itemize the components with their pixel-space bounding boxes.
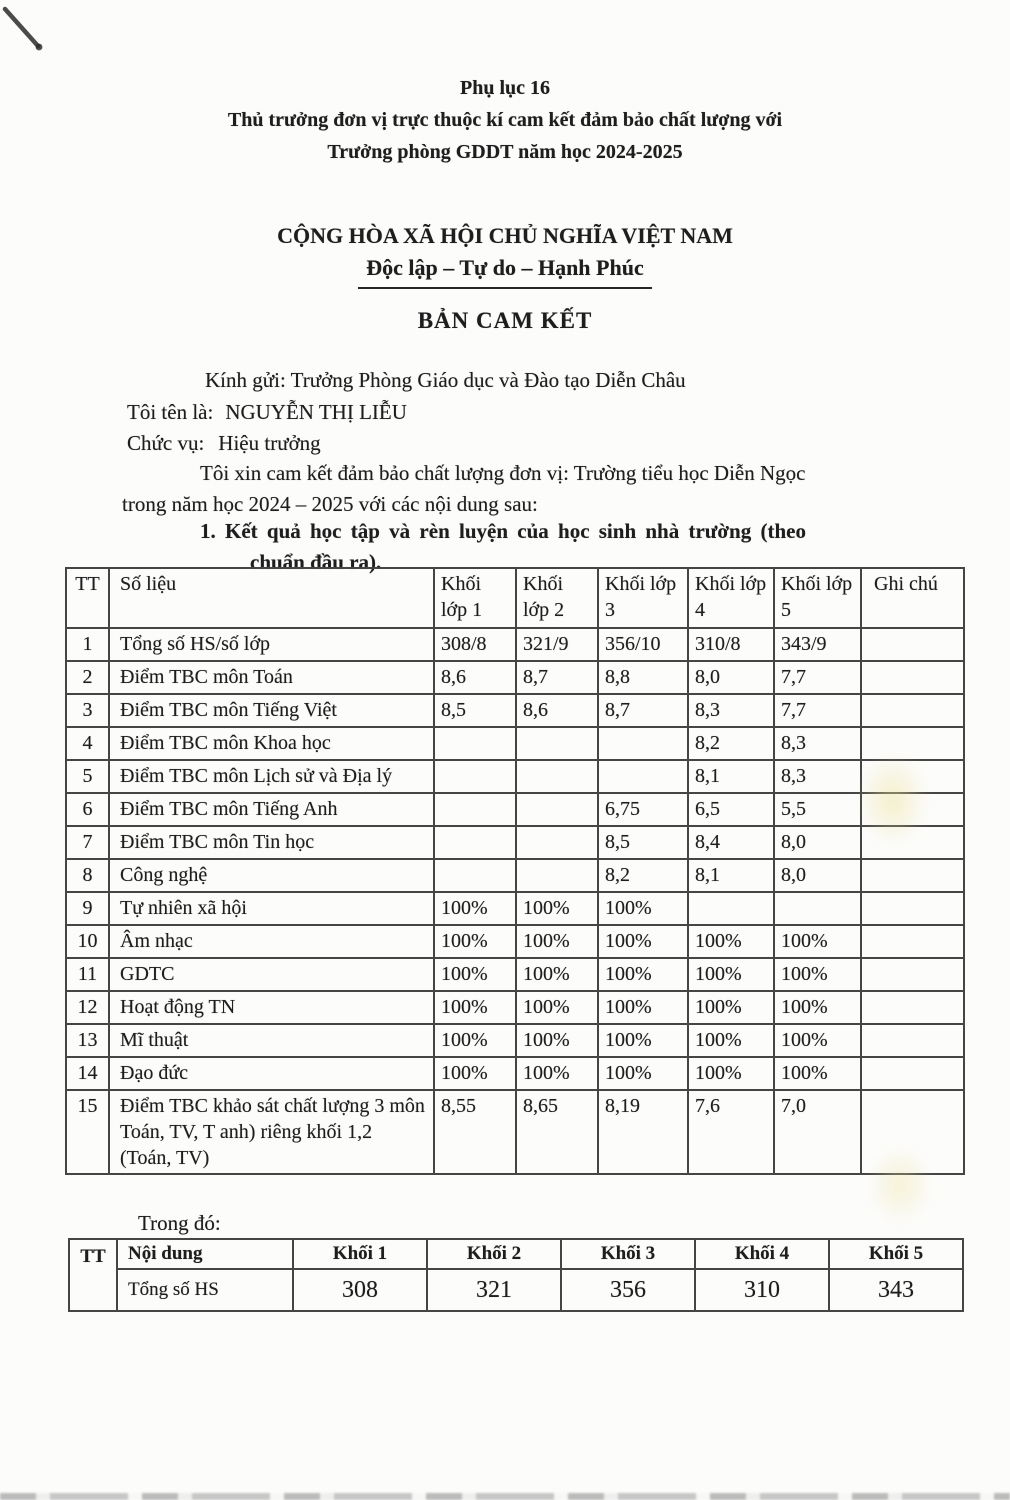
table-cell: 8,19 xyxy=(598,1090,688,1174)
table-cell: 8,65 xyxy=(516,1090,598,1174)
table-cell: 8,2 xyxy=(688,727,774,760)
table-cell: 6,75 xyxy=(598,793,688,826)
table-cell: 11 xyxy=(66,958,109,991)
table-cell xyxy=(861,925,964,958)
table-row xyxy=(66,892,964,925)
table-cell: Mĩ thuật xyxy=(109,1024,434,1057)
table-cell: 100% xyxy=(688,991,774,1024)
table-cell: 9 xyxy=(66,892,109,925)
table-cell: 7 xyxy=(66,826,109,859)
table-cell: 8,0 xyxy=(774,826,861,859)
table-cell: 8,55 xyxy=(434,1090,516,1174)
table-cell: 15 xyxy=(66,1090,109,1174)
table-cell: 7,7 xyxy=(774,661,861,694)
table-cell: 8,5 xyxy=(434,694,516,727)
table-cell xyxy=(861,826,964,859)
table-row xyxy=(66,826,964,859)
table-row xyxy=(66,694,964,727)
table-row xyxy=(66,661,964,694)
national-title: CỘNG HÒA XÃ HỘI CHỦ NGHĨA VIỆT NAM xyxy=(277,223,733,248)
column-header: Khối 5 xyxy=(829,1239,963,1269)
table-cell xyxy=(861,892,964,925)
table-cell: 308 xyxy=(293,1269,427,1311)
table-cell: 8,1 xyxy=(688,859,774,892)
appendix-label: Phụ lục 16 xyxy=(459,77,551,99)
national-header xyxy=(0,220,1010,289)
table-cell: Điểm TBC môn Lịch sử và Địa lý xyxy=(109,760,434,793)
name-value: NGUYỄN THỊ LIỄU xyxy=(225,400,407,424)
table-cell xyxy=(861,628,964,661)
summary-table xyxy=(68,1238,964,1312)
table-cell xyxy=(861,661,964,694)
table-cell: 3 xyxy=(66,694,109,727)
table-cell: 343 xyxy=(829,1269,963,1311)
column-header: Khối lớp 2 xyxy=(516,568,598,628)
table-cell: 8,6 xyxy=(516,694,598,727)
table-row xyxy=(66,628,964,661)
table-cell: 356/10 xyxy=(598,628,688,661)
table-cell: 8,3 xyxy=(688,694,774,727)
table-cell: 321 xyxy=(427,1269,561,1311)
table-cell: Hoạt động TN xyxy=(109,991,434,1024)
table-cell: 356 xyxy=(561,1269,695,1311)
table-cell: 100% xyxy=(774,925,861,958)
commitment-line-1: Tôi xin cam kết đảm bảo chất lượng đơn vị: Trường tiểu học Diễn Ngọc xyxy=(200,461,806,485)
table-cell: 10 xyxy=(66,925,109,958)
table-cell: 4 xyxy=(66,727,109,760)
section1-heading-line2: chuẩn đầu ra). xyxy=(250,550,382,574)
table-cell: 310/8 xyxy=(688,628,774,661)
table-row xyxy=(66,760,964,793)
table-cell: 100% xyxy=(688,958,774,991)
middle-note: Trong đó: xyxy=(138,1211,221,1235)
column-header: Khối lớp 1 xyxy=(434,568,516,628)
table-cell: 8,5 xyxy=(598,826,688,859)
table-cell: 100% xyxy=(774,1024,861,1057)
salutation-line: Kính gửi: Trưởng Phòng Giáo dục và Đào tạo Diễn Châu xyxy=(205,368,686,392)
column-header: Khối lớp 4 xyxy=(688,568,774,628)
appendix-line1: Thủ trưởng đơn vị trực thuộc kí cam kết đảm bảo chất lượng với xyxy=(227,109,783,131)
table-cell xyxy=(861,760,964,793)
table-cell: 7,0 xyxy=(774,1090,861,1174)
scan-artifact-band xyxy=(0,1493,1010,1500)
column-header: Khối 3 xyxy=(561,1239,695,1269)
table-cell: Điểm TBC môn Tin học xyxy=(109,826,434,859)
table-cell: 100% xyxy=(598,991,688,1024)
column-header: TT xyxy=(66,568,109,628)
table-cell: 100% xyxy=(434,1024,516,1057)
table-cell xyxy=(861,1024,964,1057)
column-header: TT xyxy=(69,1239,117,1311)
table-cell xyxy=(598,760,688,793)
table-cell: 100% xyxy=(598,892,688,925)
table-cell: 8 xyxy=(66,859,109,892)
table-cell xyxy=(688,892,774,925)
table-cell xyxy=(861,859,964,892)
table-cell xyxy=(861,1057,964,1090)
table-cell: 8,2 xyxy=(598,859,688,892)
table-cell: 8,7 xyxy=(598,694,688,727)
table-cell: 8,1 xyxy=(688,760,774,793)
table-cell: Điểm TBC khảo sát chất lượng 3 môn Toán, TV, T anh) riêng khối 1,2 (Toán, TV) xyxy=(109,1090,434,1174)
table-row xyxy=(66,793,964,826)
document-title: BẢN CAM KẾT xyxy=(417,308,593,333)
table-cell xyxy=(516,760,598,793)
appendix-line2: Trưởng phòng GDDT năm học 2024-2025 xyxy=(327,141,683,163)
table-cell: GDTC xyxy=(109,958,434,991)
table-cell xyxy=(434,793,516,826)
position-value: Hiệu trưởng xyxy=(218,431,321,455)
table-cell: Âm nhạc xyxy=(109,925,434,958)
table-cell xyxy=(434,727,516,760)
table-cell xyxy=(516,727,598,760)
table-cell: 14 xyxy=(66,1057,109,1090)
table-cell: 100% xyxy=(516,1057,598,1090)
table-cell: Tổng số HS/số lớp xyxy=(109,628,434,661)
table-cell: 100% xyxy=(434,892,516,925)
table-cell xyxy=(516,793,598,826)
table-row xyxy=(66,1090,964,1174)
position-line xyxy=(127,431,321,456)
table-row xyxy=(66,1024,964,1057)
table-cell xyxy=(516,859,598,892)
table-cell xyxy=(861,958,964,991)
table-cell xyxy=(434,760,516,793)
table-cell: 310 xyxy=(695,1269,829,1311)
table-cell: Tổng số HS xyxy=(117,1269,293,1311)
table-cell: 100% xyxy=(598,1057,688,1090)
table-cell: 6 xyxy=(66,793,109,826)
table-cell: Điểm TBC môn Tiếng Anh xyxy=(109,793,434,826)
table-cell: 100% xyxy=(598,925,688,958)
table-cell: 100% xyxy=(434,925,516,958)
table-cell xyxy=(516,826,598,859)
table-row xyxy=(66,925,964,958)
table-cell: 100% xyxy=(598,958,688,991)
position-label: Chức vụ: xyxy=(127,431,205,455)
table-cell: 100% xyxy=(598,1024,688,1057)
column-header: Khối 1 xyxy=(293,1239,427,1269)
table-cell xyxy=(434,826,516,859)
table-cell: 100% xyxy=(774,958,861,991)
name-label: Tôi tên là: xyxy=(127,400,214,424)
table-cell: Đạo đức xyxy=(109,1057,434,1090)
table-cell: 100% xyxy=(516,958,598,991)
column-header: Khối 2 xyxy=(427,1239,561,1269)
table-cell: 8,3 xyxy=(774,760,861,793)
table-cell: 5,5 xyxy=(774,793,861,826)
table-cell xyxy=(861,727,964,760)
table-cell: 8,8 xyxy=(598,661,688,694)
table-cell: 100% xyxy=(688,1024,774,1057)
table-cell: 343/9 xyxy=(774,628,861,661)
table-cell: 1 xyxy=(66,628,109,661)
table-row xyxy=(66,1057,964,1090)
column-header: Ghi chú xyxy=(861,568,964,628)
table1-body xyxy=(66,628,964,1174)
table-cell: 100% xyxy=(434,958,516,991)
column-header: Số liệu xyxy=(109,568,434,628)
table-cell: 100% xyxy=(516,925,598,958)
table-cell xyxy=(861,694,964,727)
table-cell: 7,7 xyxy=(774,694,861,727)
table-cell: 100% xyxy=(688,925,774,958)
commitment-line-2: trong năm học 2024 – 2025 với các nội dung sau: xyxy=(122,492,538,516)
table-cell: 100% xyxy=(516,991,598,1024)
table-cell: Tự nhiên xã hội xyxy=(109,892,434,925)
table-cell: 2 xyxy=(66,661,109,694)
table-cell: 100% xyxy=(688,1057,774,1090)
table-cell xyxy=(861,793,964,826)
table-cell: Điểm TBC môn Toán xyxy=(109,661,434,694)
summary-table-data-row xyxy=(69,1269,963,1311)
table-cell xyxy=(598,727,688,760)
table-cell: 100% xyxy=(434,991,516,1024)
results-table xyxy=(65,567,965,1175)
table-cell: 7,6 xyxy=(688,1090,774,1174)
table-cell: 8,3 xyxy=(774,727,861,760)
summary-table-header-row xyxy=(69,1239,963,1269)
section1-heading-line1: 1. Kết quả học tập và rèn luyện của học sinh nhà trường (theo xyxy=(200,519,806,543)
table-cell xyxy=(861,1090,964,1174)
results-table-header-row xyxy=(66,568,964,628)
name-line xyxy=(127,400,407,425)
table-cell: 321/9 xyxy=(516,628,598,661)
table-cell: Điểm TBC môn Tiếng Việt xyxy=(109,694,434,727)
table-cell: 308/8 xyxy=(434,628,516,661)
table-cell: 8,6 xyxy=(434,661,516,694)
table-cell: 5 xyxy=(66,760,109,793)
table-cell: 13 xyxy=(66,1024,109,1057)
table-cell: 100% xyxy=(516,1024,598,1057)
table-cell: 8,4 xyxy=(688,826,774,859)
table-cell: 100% xyxy=(516,892,598,925)
national-motto: Độc lập – Tự do – Hạnh Phúc xyxy=(358,252,651,289)
table-cell: 100% xyxy=(774,991,861,1024)
table-cell: 12 xyxy=(66,991,109,1024)
table-cell: Điểm TBC môn Khoa học xyxy=(109,727,434,760)
table-cell: 100% xyxy=(434,1057,516,1090)
table-cell: 100% xyxy=(774,1057,861,1090)
table-row xyxy=(66,859,964,892)
column-header: Khối lớp 5 xyxy=(774,568,861,628)
table-cell xyxy=(774,892,861,925)
table-row xyxy=(66,958,964,991)
table-cell: 6,5 xyxy=(688,793,774,826)
column-header: Khối lớp 3 xyxy=(598,568,688,628)
pen-mark xyxy=(0,0,60,62)
table-row xyxy=(66,727,964,760)
table-cell: 8,0 xyxy=(688,661,774,694)
table-cell xyxy=(861,991,964,1024)
table-row xyxy=(66,991,964,1024)
appendix-header xyxy=(0,72,1010,168)
column-header: Khối 4 xyxy=(695,1239,829,1269)
table-cell: 8,0 xyxy=(774,859,861,892)
table-cell: 8,7 xyxy=(516,661,598,694)
table-cell xyxy=(434,859,516,892)
table-cell: Công nghệ xyxy=(109,859,434,892)
column-header: Nội dung xyxy=(117,1239,293,1269)
